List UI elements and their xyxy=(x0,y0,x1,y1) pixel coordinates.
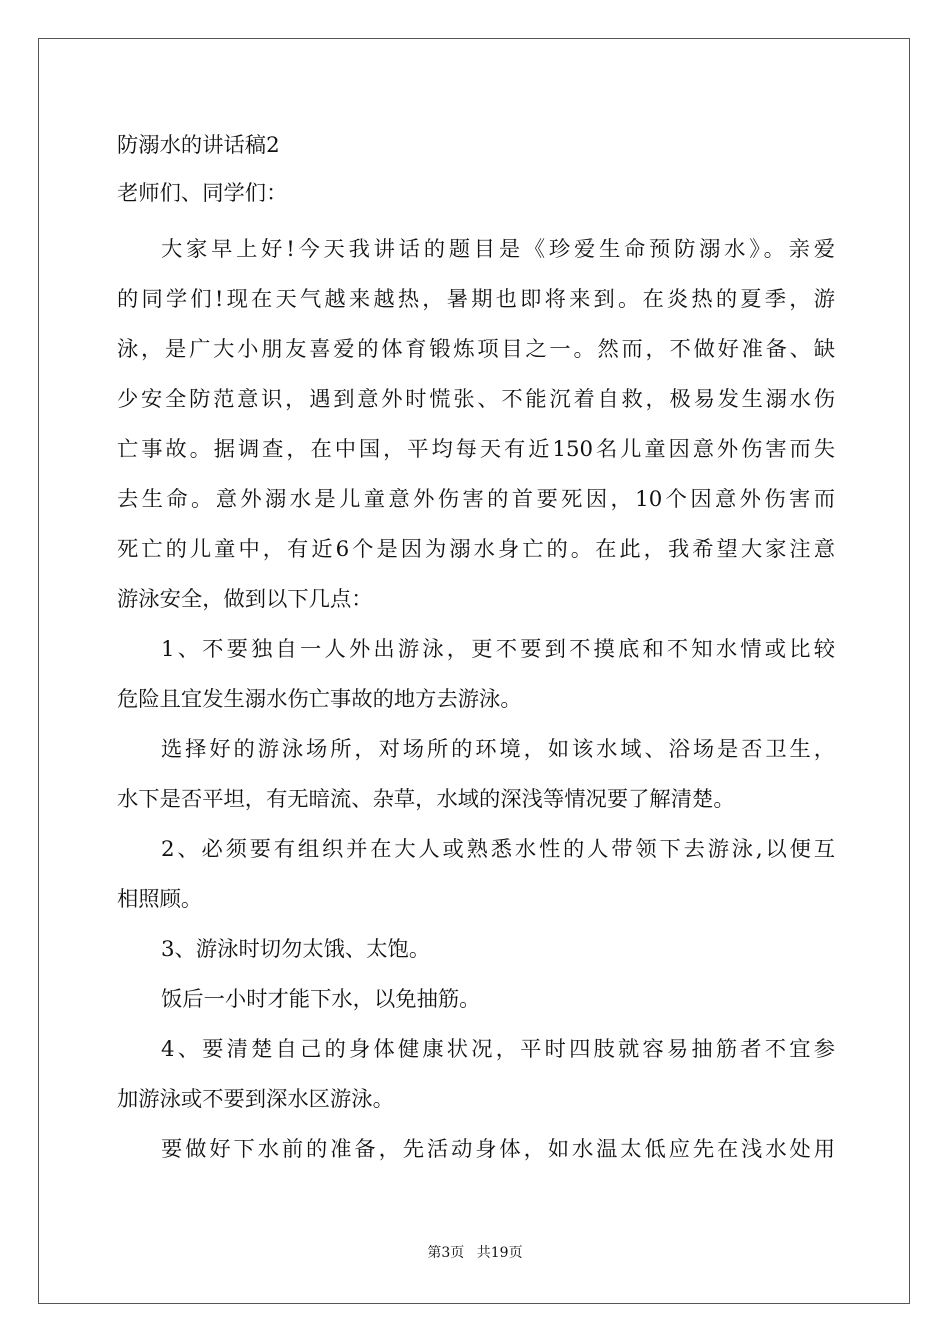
document-title: 防溺水的讲话稿2 xyxy=(117,133,280,158)
paragraph-line: 的同学们!现在天气越来越热，暑期也即将来到。在炎热的夏季，游 xyxy=(117,287,835,312)
page-footer xyxy=(0,1244,950,1262)
greeting: 老师们、同学们： xyxy=(117,181,288,206)
paragraph-line: 少安全防范意识，遇到意外时慌张、不能沉着自救，极易发生溺水伤 xyxy=(117,387,835,412)
paragraph-line: 1、不要独自一人外出游泳，更不要到不摸底和不知水情或比较 xyxy=(161,637,835,662)
paragraph-line: 要做好下水前的准备，先活动身体，如水温太低应先在浅水处用 xyxy=(161,1137,835,1162)
paragraph-line: 泳，是广大小朋友喜爱的体育锻炼项目之一。然而，不做好准备、缺 xyxy=(117,337,835,362)
paragraph-line: 大家早上好!今天我讲话的题目是《珍爱生命预防溺水》。亲爱 xyxy=(161,237,835,262)
current-page: 第3页 xyxy=(427,1245,465,1261)
paragraph-line: 死亡的儿童中，有近6个是因为溺水身亡的。在此，我希望大家注意 xyxy=(117,537,835,562)
paragraph-line: 危险且宜发生溺水伤亡事故的地方去游泳。 xyxy=(117,687,522,712)
paragraph-line: 加游泳或不要到深水区游泳。 xyxy=(117,1087,394,1112)
paragraph-line: 水下是否平坦，有无暗流、杂草，水域的深浅等情况要了解清楚。 xyxy=(117,787,735,812)
paragraph-line: 去生命。意外溺水是儿童意外伤害的首要死因，10个因意外伤害而 xyxy=(117,487,835,512)
paragraph-line: 2、必须要有组织并在大人或熟悉水性的人带领下去游泳,以便互 xyxy=(161,837,835,862)
paragraph-line: 饭后一小时才能下水，以免抽筋。 xyxy=(161,987,481,1012)
paragraph-line: 游泳安全，做到以下几点： xyxy=(117,587,373,612)
paragraph-line: 亡事故。据调查，在中国，平均每天有近150名儿童因意外伤害而失 xyxy=(117,437,835,462)
paragraph-line: 3、游泳时切勿太饿、太饱。 xyxy=(161,937,431,962)
total-pages: 共19页 xyxy=(476,1245,523,1261)
paragraph-line: 相照顾。 xyxy=(117,887,203,912)
paragraph-line: 4、要清楚自己的身体健康状况，平时四肢就容易抽筋者不宜参 xyxy=(161,1037,835,1062)
paragraph-line: 选择好的游泳场所，对场所的环境，如该水域、浴场是否卫生， xyxy=(161,737,835,762)
